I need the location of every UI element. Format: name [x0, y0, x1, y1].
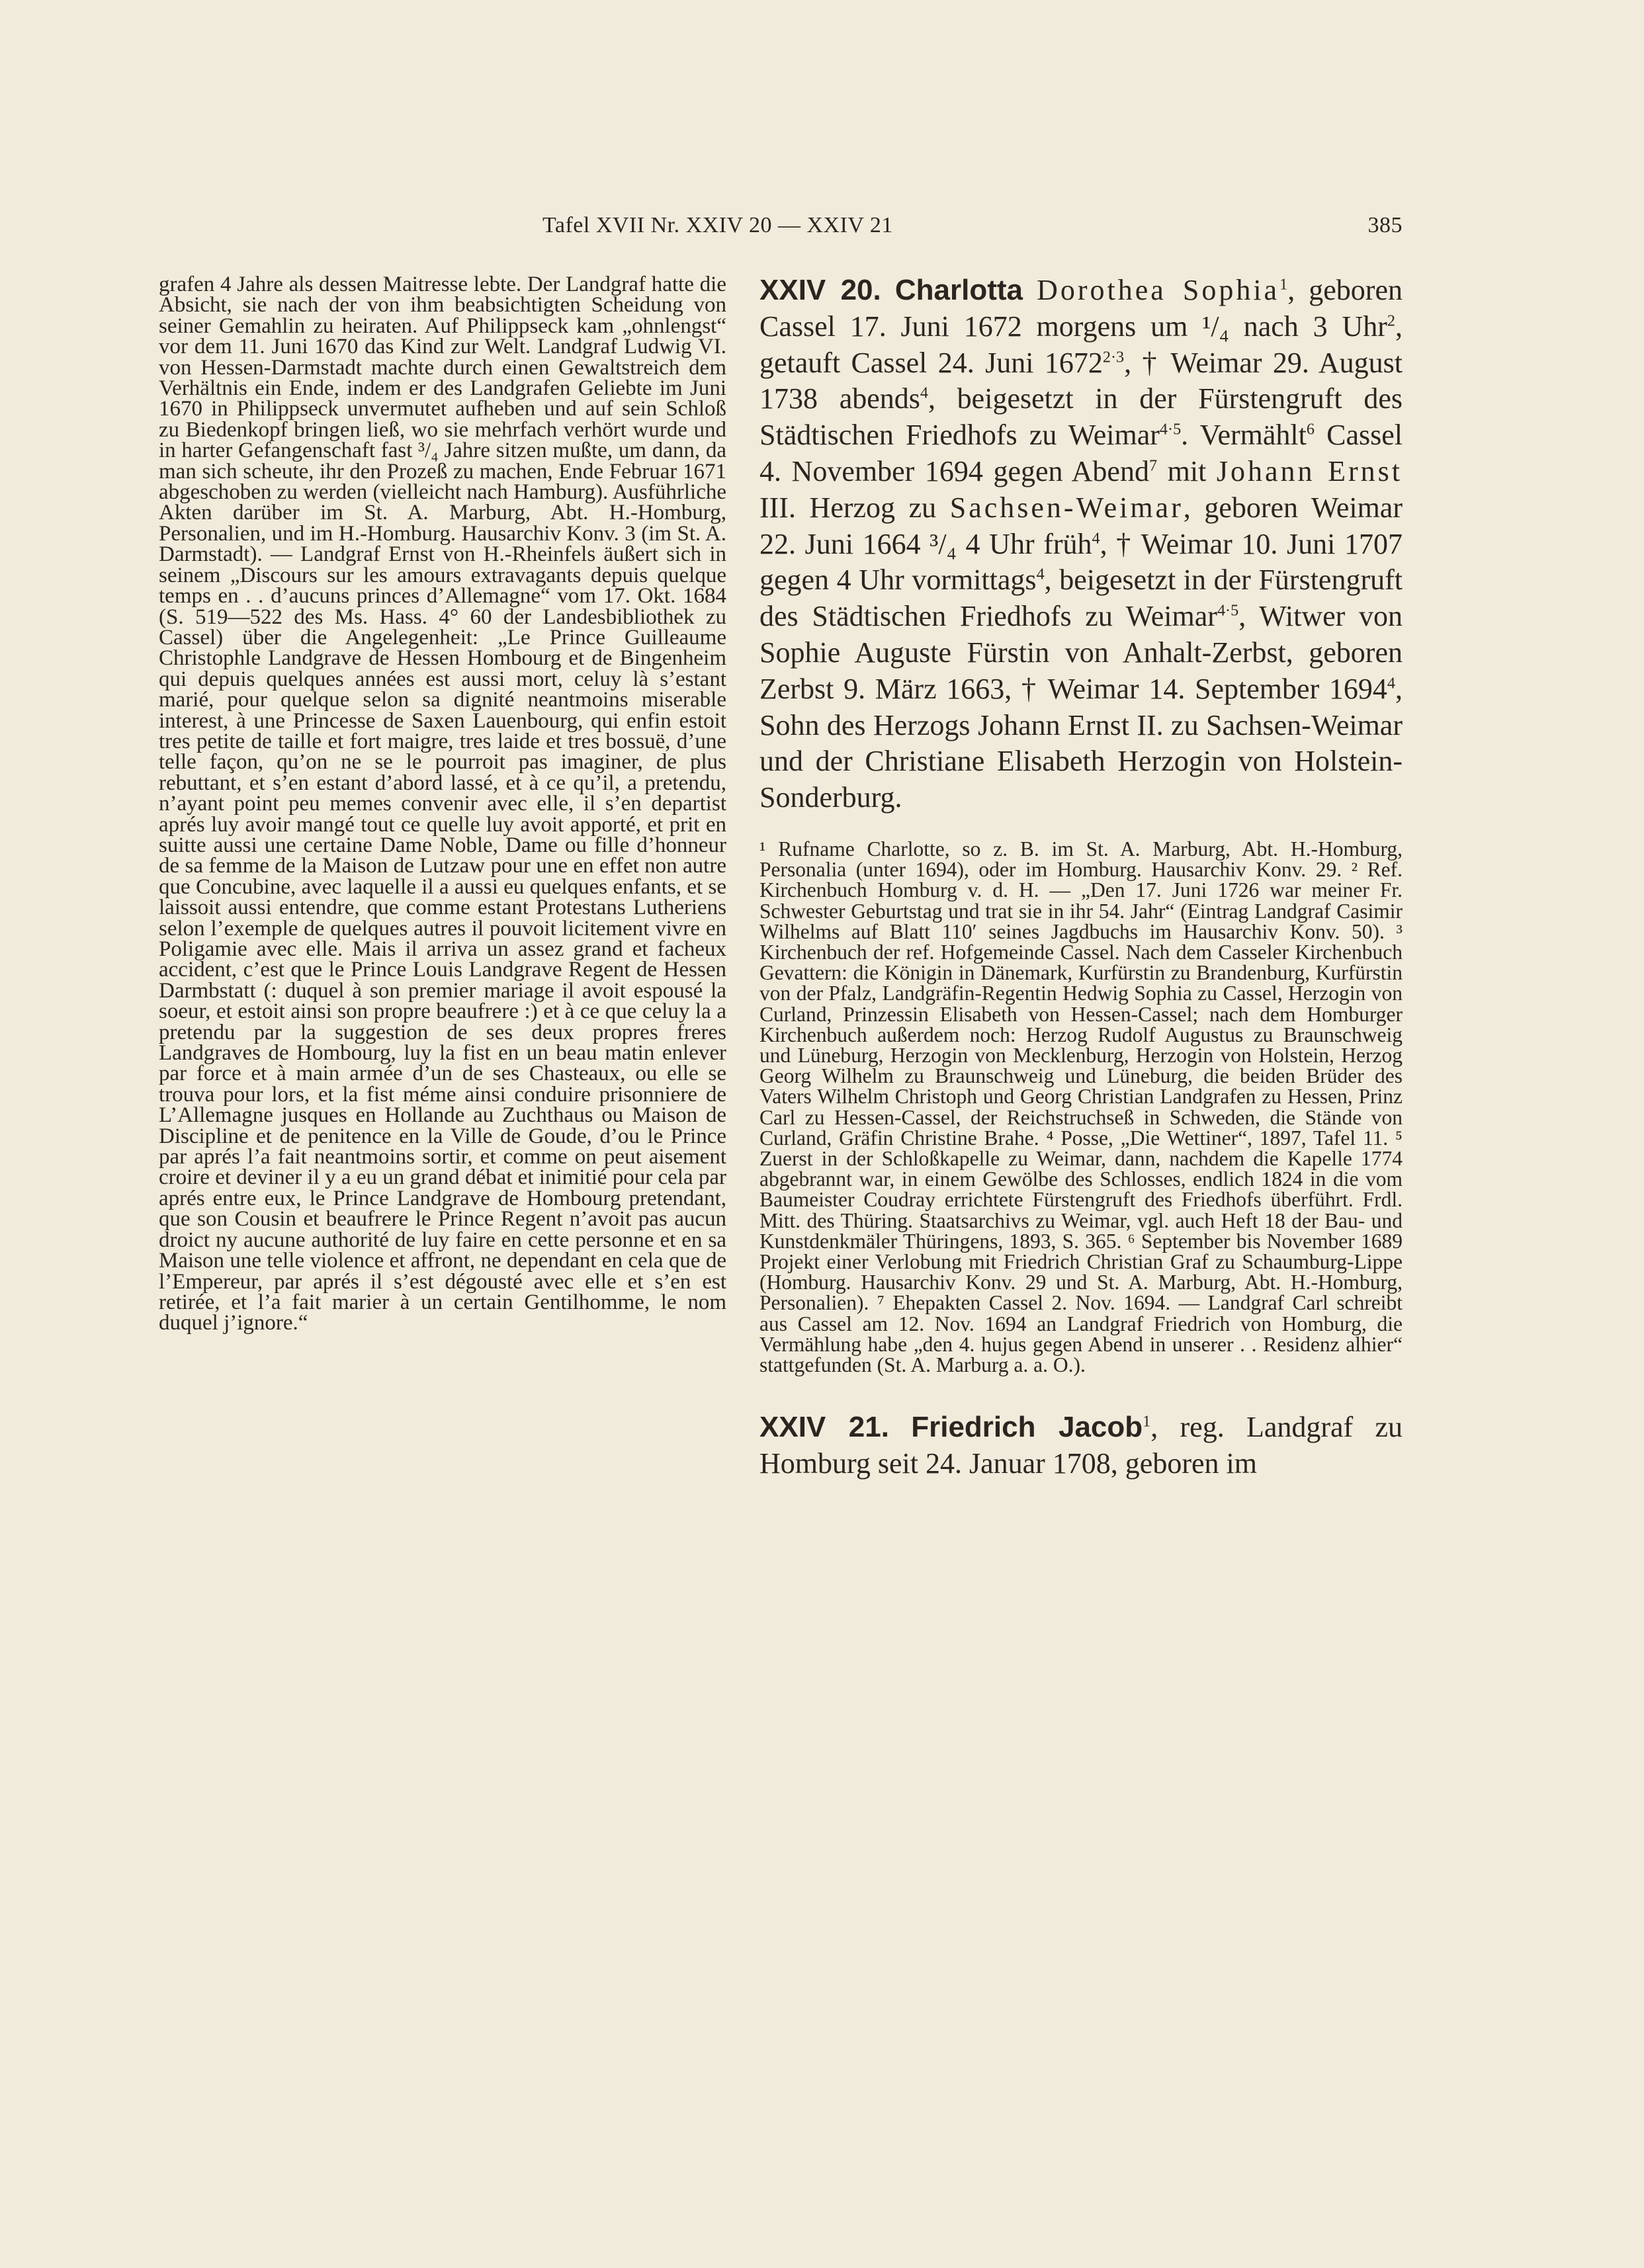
footnote-ref: 1	[1279, 275, 1288, 294]
entry-text: , reg. Landgraf zu Homburg seit 24. Januar 1708, geboren im	[759, 1411, 1403, 1480]
footnote-ref: 4·5	[1217, 601, 1239, 620]
spouse-name-spaced: Johann Ernst	[1216, 454, 1403, 487]
entry-text: , beigesetzt in der Fürstengruft des Städtischen Friedhofs zu Weimar	[759, 564, 1403, 633]
entry-text: , beigesetzt in der Fürstengruft des Städtischen Friedhofs zu Weimar	[759, 382, 1403, 452]
footnote-ref: 4·5	[1159, 420, 1182, 439]
person-name-spaced: Dorothea Sophia	[1037, 274, 1280, 306]
footnote-ref: 4	[1036, 565, 1045, 583]
entry-xxiv-20	[759, 273, 1403, 816]
footnote-ref: 6	[1306, 420, 1315, 439]
footnotes: ¹ Rufname Charlotte, so z. B. im St. A. Marburg, Abt. H.-Homburg, Personalia (unter 1694), oder im Homburg. Hausarchiv Konv. 29. ² Ref. Kirchenbuch Homburg v. d. H. — „Den 17. Juni 1726 war meiner Fr. Schwester Geburtstag und trat sie in ihr 54. Jahr“ (Eintrag Landgraf Casimir Wilhelms auf Blatt 110′ seines Jagdbuchs im Hausarchiv Konv. 50). ³ Kirchenbuch der ref. Hofgemeinde Cassel. Nach dem Casseler Kirchenbuch Gevattern: die Königin in Dänemark, Kurfürstin zu Brandenburg, Kurfürstin von der Pfalz, Landgräfin-Regentin Hedwig Sophia zu Cassel, Herzogin von Curland, Prinzessin Elisabeth von Hessen-Cassel; nach dem Homburger Kirchenbuch außerdem noch: Herzog Rudolf Augustus zu Braunschweig und Lüneburg, Herzogin von Mecklenburg, Herzogin von Holstein, Herzog Georg Wilhelm zu Braunschweig und Lüneburg, die beiden Brüder des Vaters Wilhelm Christoph und Georg Christian Landgrafen zu Hessen, Prinz Carl zu Hessen-Cassel, der Reichstruchseß in Schweden, die Stände von Curland, Gräfin Christine Brahe. ⁴ Posse, „Die Wettiner“, 1897, Tafel 11. ⁵ Zuerst in der Schloßkapelle zu Weimar, dann, nachdem die Kapelle 1774 abgebrannt war, in einem Gewölbe des Schlosses, endlich 1824 in die vom Baumeister Coudray errichtete Fürstengruft des Friedhofs überführt. Frdl. Mitt. des Thüring. Staatsarchivs zu Weimar, vgl. auch Heft 18 der Bau- und Kunstdenkmäler Thüringens, 1893, S. 365. ⁶ September bis November 1689 Projekt einer Verlobung mit Friedrich Christian Graf zu Schaumburg-Lippe (Homburg. Hausarchiv Konv. 29 und St. A. Marburg, Abt. H.-Homburg, Personalien). ⁷ Ehepakten Cassel 2. Nov. 1694. — Landgraf Carl schreibt aus Cassel am 12. Nov. 1694 an Landgraf Friedrich von Homburg, die Vermählung habe „den 4. hujus gegen Abend in unserer . . Residenz alhier“ stattgefunden (St. A. Marburg a. a. O.).	[759, 837, 1403, 1377]
footnote-ref: 4	[1387, 674, 1395, 693]
entry-xxiv-21	[759, 1409, 1403, 1482]
entry-text: . Vermählt	[1181, 419, 1307, 452]
entry-text: , geboren Cassel 17. Juni 1672 morgens um ¹/₄ nach 3 Uhr	[759, 274, 1403, 343]
entry-text: , † Weimar 29. August 1738 abends	[759, 346, 1403, 415]
footnote-ref: 4	[1092, 528, 1100, 547]
footnote-ref: 2	[1387, 312, 1395, 330]
entry-text: Cassel 4. November 1694 gegen Abend	[759, 419, 1403, 487]
entry-text: , Witwer von Sophie Auguste Fürstin von Anhalt-Zerbst, geboren Zerbst 9. März 1663, † Weimar 14. September 1694	[759, 600, 1403, 705]
footnote-ref: 1	[1143, 1412, 1151, 1431]
footnote-ref: 4	[920, 384, 928, 402]
entry-text: , getauft Cassel 24. Juni 1672	[759, 310, 1403, 379]
left-column-text: grafen 4 Jahre als dessen Maitresse lebte. Der Landgraf hatte die Absicht, sie nach der von ihm beabsichtigten Scheidung von seiner Gemahlin zu heiraten. Auf Philippseck kam „ohnlengst“ vor dem 11. Juni 1670 das Kind zur Welt. Landgraf Ludwig VI. von Hessen-Darmstadt machte durch einen Gewaltstreich dem Verhältnis ein Ende, indem er des Landgrafen Geliebte im Juni 1670 in Philippseck unvermutet aufheben und auf sein Schloß zu Biedenkopf bringen ließ, wo sie mehrfach verhört wurde und in harter Gefangenschaft fast ³/₄ Jahre sitzen mußte, um dann, da man sich scheute, ihr den Prozeß zu machen, Ende Februar 1671 abgeschoben zu werden (vielleicht nach Hamburg). Ausführliche Akten darüber im St. A. Marburg, Abt. H.-Homburg, Personalien, und im H.-Homburg. Hausarchiv Konv. 3 (im St. A. Darmstadt). — Landgraf Ernst von H.-Rheinfels äußert sich in seinem „Discours sur les amours extravagants depuis quelque temps en . . d’aucuns princes d’Allemagne“ vom 17. Okt. 1684 (S. 519—522 des Ms. Hass. 4° 60 der Landesbibliothek zu Cassel) über die Angelegenheit: „Le Prince Guilleaume Christophle Landgrave de Hessen Hombourg et de Bingenheim qui depuis quelques années est aussi mort, celuy là s’estant marié, pour quelque selon sa dignité neantmoins miserable interest, à une Princesse de Saxen Lauenbourg, qui enfin estoit tres petite de taille et fort maigre, tres laide et tres bossuë, d’une telle façon, qu’on ne se le pourroit pas imaginer, de plus rebuttant, et s’en estant d’abord lassé, et à ce qu’il, a pretendu, n’ayant point peu memes convenir avec elle, il s’en departist aprés luy avoir mangé tout ce quelle luy avoit apporté, et prit en suitte aussi une certaine Dame Noble, Dame ou fille d’honneur de sa femme de la Maison de Lutzaw pour une en effet non autre que Concubine, avec laquelle il a aussi eu quelques enfants, et se laissoit aussi entendre, que comme estant Protestans Lutheriens selon l’exemple de quelques autres il pouvoit licitement vivre en Poligamie avec elle. Mais il arriva un assez grand et facheux accident, c’est que le Prince Louis Landgrave Regent de Hessen Darmbstatt (: duquel à son premier mariage il avoit espousé la soeur, et estoit ainsi son propre beaufrere :) et à ce que celuy la a pretendu par la suggestion de ses deux propres freres Landgraves de Hombourg, luy la fist en un beau matin enlever par force et à main armée d’un de ses Chasteaux, ou elle se trouva pour lors, et la fist méme ainsi conduire prisonniere de L’Allemagne jusques en Hollande au Zuchthaus ou Maison de Discipline et de penitence en la Ville de Goude, d’ou le Prince par aprés l’a fait neantmoins sortir, et comme on peut aisement croire et deviner il y a eu un grand débat et inimitié pour cela par aprés entre eux, le Prince Landgrave de Hombourg pretendant, que son Cousin et beaufrere le Prince Regent n’avoit pas aucun droict ny aucune authorité de luy faire en cette personne et en sa Maison une telle violence et affront, ne dependant en cela que de l’Empereur, par aprés il s’est dégousté avec elle et s’en est retirée, et l’a fait marier à un certain Gentilhomme, le nom duquel j’ignore.“	[159, 273, 726, 1335]
entry-text: , † Weimar 10. Juni 1707 gegen 4 Uhr vormittags	[759, 527, 1403, 597]
entry-number: XXIV 21.	[759, 1411, 889, 1444]
entry-text: , geboren Weimar 22. Juni 1664 ³/₄ 4 Uhr früh	[759, 491, 1403, 560]
header-title: Tafel XVII Nr. XXIV 20 — XXIV 21	[542, 213, 893, 237]
house-name-spaced: Sachsen-Weimar	[949, 491, 1184, 524]
person-name-bold: Friedrich Jacob	[911, 1411, 1143, 1444]
page-number: 385	[1367, 213, 1403, 237]
entry-text: III. Herzog zu	[759, 491, 950, 524]
right-column	[759, 273, 1403, 1482]
running-header	[159, 213, 1403, 246]
entry-text: mit	[1157, 454, 1217, 487]
footnote-ref: 2·3	[1102, 347, 1125, 366]
entry-text: , Sohn des Herzogs Johann Ernst II. zu Sachsen-Weimar und der Christiane Elisabeth Herzogin von Holstein-Sonderburg.	[759, 672, 1403, 814]
footnote-ref: 7	[1148, 456, 1158, 475]
entry-number: XXIV 20.	[759, 274, 881, 306]
person-name-bold: Charlotta	[894, 274, 1023, 306]
